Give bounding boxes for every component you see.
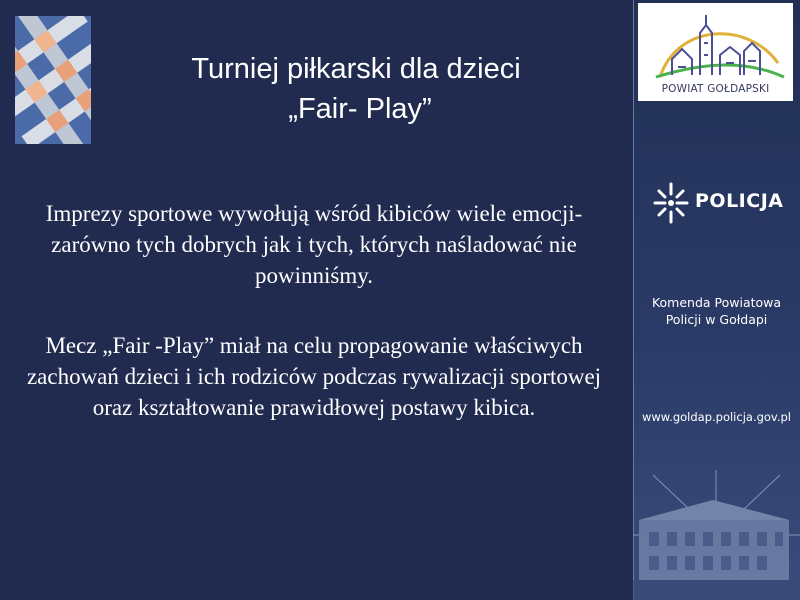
police-star-icon <box>651 180 691 226</box>
website-link[interactable]: www.goldap.policja.gov.pl <box>642 410 791 424</box>
komenda-text <box>633 294 800 328</box>
paragraph-1: Imprezy sportowe wywołują wśród kibiców wiele emocji- zarówno tych dobrych jak i tych, których naśladować nie powinniśmy. <box>45 201 583 288</box>
slide-title-line2: „Fair- Play” <box>288 93 432 125</box>
komenda-line1: Komenda Powiatowa <box>651 295 782 310</box>
powiat-crest-icon <box>638 3 793 83</box>
mosaic-logo-icon <box>15 16 91 144</box>
policja-badge <box>651 180 800 226</box>
powiat-logo-text: POWIAT GOŁDAPSKI <box>661 83 770 95</box>
powiat-logo <box>638 3 793 101</box>
komenda-line2: Policji w Gołdapi <box>665 312 768 327</box>
building-photo <box>633 470 800 600</box>
sidebar-panel <box>633 0 800 600</box>
policja-label: POLICJA <box>695 190 784 212</box>
paragraph-2: Mecz „Fair -Play” miał na celu propagowanie właściwych zachowań dzieci i ich rodziców podczas rywalizacji sportowej oraz kształtowanie prawidłowej postawy kibica. <box>26 333 602 420</box>
slide-title-line1: Turniej piłkarski dla dzieci <box>191 53 521 85</box>
